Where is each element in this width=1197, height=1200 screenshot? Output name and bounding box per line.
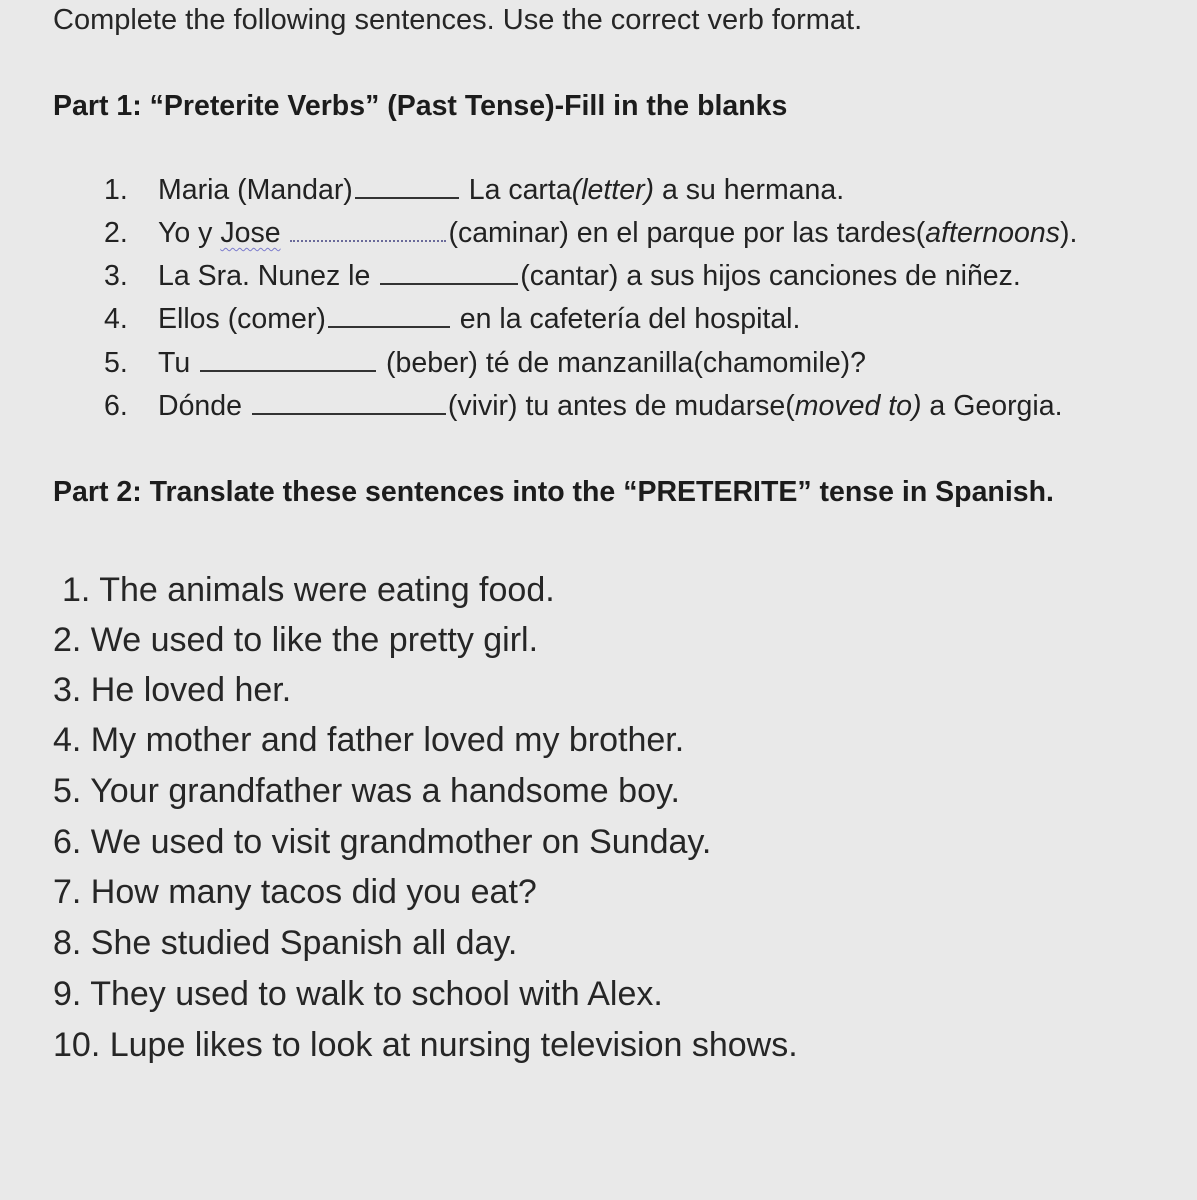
item-sentence <box>158 390 1063 423</box>
part2-item-10: 10. Lupe likes to look at nursing television shows. <box>53 1026 798 1064</box>
sentence-part: en la cafetería del hospital. <box>451 303 801 335</box>
part2-item-9: 9. They used to walk to school with Alex. <box>53 975 663 1013</box>
part1-heading: Part 1: “Preterite Verbs” (Past Tense)-Fill in the blanks <box>53 90 788 122</box>
sentence-part: La Sra. Nunez le <box>158 260 379 292</box>
part2-item-7: 7. How many tacos did you eat? <box>53 873 537 911</box>
item-sentence <box>158 303 800 336</box>
sentence-part: (beber) té de manzanilla(chamomile)? <box>378 347 867 379</box>
instructions-text: Complete the following sentences. Use the correct verb format. <box>53 4 863 36</box>
item-sentence <box>158 260 1021 293</box>
answer-blank[interactable] <box>290 218 446 242</box>
item-number: 4. <box>104 303 128 335</box>
item-sentence <box>158 174 844 207</box>
part2-item-6: 6. We used to visit grandmother on Sunday. <box>53 823 712 861</box>
answer-blank[interactable] <box>380 261 518 285</box>
part2-item-8: 8. She studied Spanish all day. <box>53 924 518 962</box>
part2-item-3: 3. He loved her. <box>53 671 292 709</box>
answer-blank[interactable] <box>355 175 459 199</box>
answer-blank[interactable] <box>200 348 376 372</box>
sentence-part: La carta <box>460 174 572 206</box>
sentence-part: ). <box>1059 217 1078 249</box>
item-sentence <box>158 217 1077 250</box>
sentence-part: Tu <box>158 347 199 379</box>
sentence-part: Yo y <box>158 217 221 249</box>
sentence-part: (caminar) en el parque por las tardes( <box>448 217 926 249</box>
part2-heading: Part 2: Translate these sentences into the “PRETERITE” tense in Spanish. <box>53 476 1054 508</box>
sentence-part: (cantar) a sus hijos canciones de niñez. <box>520 260 1021 292</box>
part2-item-5: 5. Your grandfather was a handsome boy. <box>53 772 680 810</box>
answer-blank[interactable] <box>252 391 446 415</box>
sentence-part: a su hermana. <box>654 174 845 206</box>
sentence-gloss: moved to) <box>794 390 922 422</box>
part2-item-2: 2. We used to like the pretty girl. <box>53 621 539 659</box>
sentence-part: Dónde <box>158 390 250 422</box>
sentence-part: Ellos (comer) <box>158 303 326 335</box>
part2-item-4: 4. My mother and father loved my brother. <box>53 721 685 759</box>
item-number: 5. <box>104 347 128 379</box>
part2-item-1: 1. The animals were eating food. <box>62 571 555 609</box>
item-number: 2. <box>104 217 128 249</box>
sentence-gloss: (letter) <box>571 174 655 206</box>
sentence-part: (vivir) tu antes de mudarse( <box>447 390 795 422</box>
answer-blank[interactable] <box>328 304 450 328</box>
item-number: 3. <box>104 260 128 292</box>
item-number: 1. <box>104 174 128 206</box>
item-number: 6. <box>104 390 128 422</box>
spellcheck-word: Jose <box>220 217 281 249</box>
sentence-gloss: afternoons <box>925 217 1060 249</box>
sentence-part: a Georgia. <box>921 390 1063 422</box>
sentence-part: Maria (Mandar) <box>158 174 353 206</box>
item-sentence <box>158 347 866 380</box>
